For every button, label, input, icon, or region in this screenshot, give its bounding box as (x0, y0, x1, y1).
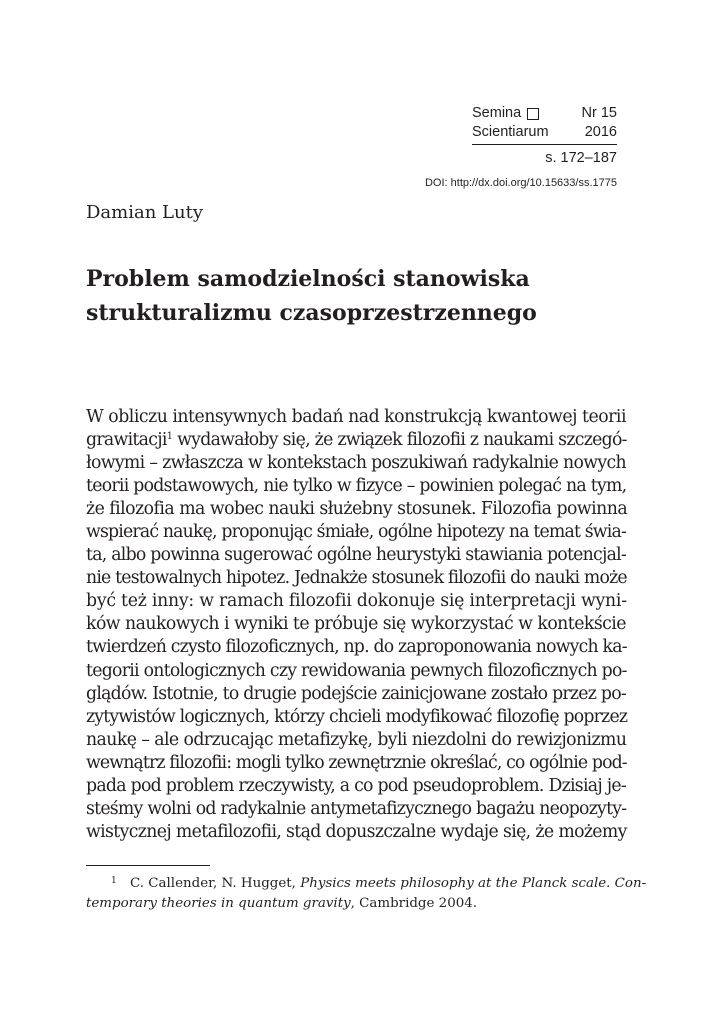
title-line: strukturalizmu czasoprzestrzennego (86, 300, 537, 326)
journal-name-issue-row (472, 104, 617, 123)
body-line: wistycznej metafilozofii, stąd dopuszczalne wydaje się, że możemy (86, 821, 627, 842)
body-line-with-footnote: grawitacji$^1$ wydawałoby się, że związek filozofii z naukami szczegó- (86, 430, 627, 451)
doi-link[interactable]: DOI: http://dx.doi.org/10.15633/ss.1775 (424, 177, 617, 189)
issue-number: Nr 15 (581, 105, 617, 121)
footnote-authors: C. Callender, N. Hugget, (130, 876, 301, 891)
issue-year: 2016 (584, 124, 617, 140)
title-line: Problem samodzielności stanowiska (86, 266, 530, 292)
body-paragraph (86, 406, 626, 844)
body-line: glądów. Istotnie, to drugie podejście zainicjowane zostało przez po- (86, 683, 626, 704)
footnote-divider (86, 865, 210, 866)
body-line: teorii podstawowych, nie tylko w fizyce – powinien polegać na tym, (86, 476, 627, 497)
body-line: ta, albo powinna sugerować ogólne heurystyki stawiania potencjal- (86, 545, 626, 566)
footnote-reference-marker[interactable]: 1 (166, 431, 173, 443)
body-line: tegorii ontologicznych czy rewidowania pewnych filozoficznych po- (86, 660, 627, 681)
body-line: łowymi – zwłaszcza w kontekstach poszukiwań radykalnie nowych (86, 453, 626, 474)
journal-name-word2: Scientiarum (472, 124, 549, 140)
body-line: steśmy wolni od radykalnie antymetafizycznego bagażu neopozyty- (86, 798, 627, 819)
body-line: nie testowalnych hipotez. Jednakże stosunek filozofii do nauki może (86, 568, 627, 589)
body-line: W obliczu intensywnych badań nad konstrukcją kwantowej teorii (86, 407, 626, 427)
footnote-publisher: , Cambridge 2004. (350, 896, 478, 911)
footnote-line (86, 874, 647, 894)
footnote-title-part1: Physics meets philosophy at the Planck scale. Con- (300, 876, 647, 891)
body-line: naukę – ale odrzucając metafizykę, byli niezdolni do rewizjonizmu (86, 729, 627, 750)
author-name: Damian Luty (86, 202, 203, 223)
page-range: s. 172–187 (545, 150, 617, 166)
footnote-line (86, 894, 626, 914)
body-line: pada pod problem rzeczywisty, a co pod pseudoproblem. Dzisiaj je- (86, 775, 626, 796)
footnote-title-part2: temporary theories in quantum gravity (86, 896, 351, 911)
header-divider (472, 144, 617, 145)
body-line: ków naukowych i wyniki te próbuje się wykorzystać w kontekście (86, 614, 626, 635)
footnote (86, 874, 647, 914)
journal-header (472, 104, 617, 168)
journal-name-word1: Semina (472, 105, 522, 121)
body-line: twierdzeń czysto filozoficznych, np. do zaproponowania nowych ka- (86, 637, 627, 658)
body-line: być też inny: w ramach filozofii dokonuje się interpretacji wyni- (86, 591, 627, 612)
body-line: wspierać naukę, proponując śmiałe, ogólne hipotezy na temat świa- (86, 522, 626, 543)
footnote-number: 1 (111, 876, 117, 886)
body-line: zytywistów logicznych, którzy chcieli modyfikować filozofię poprzez (86, 706, 628, 727)
body-line: wewnątrz filozofii: mogli tylko zewnętrznie określać, co ogólnie pod- (86, 752, 627, 773)
square-logo-icon (527, 108, 539, 120)
body-line: że filozofia ma wobec nauki służebny stosunek. Filozofia powinna (86, 499, 628, 520)
journal-name-year-row (472, 123, 617, 142)
article-title (86, 262, 646, 330)
